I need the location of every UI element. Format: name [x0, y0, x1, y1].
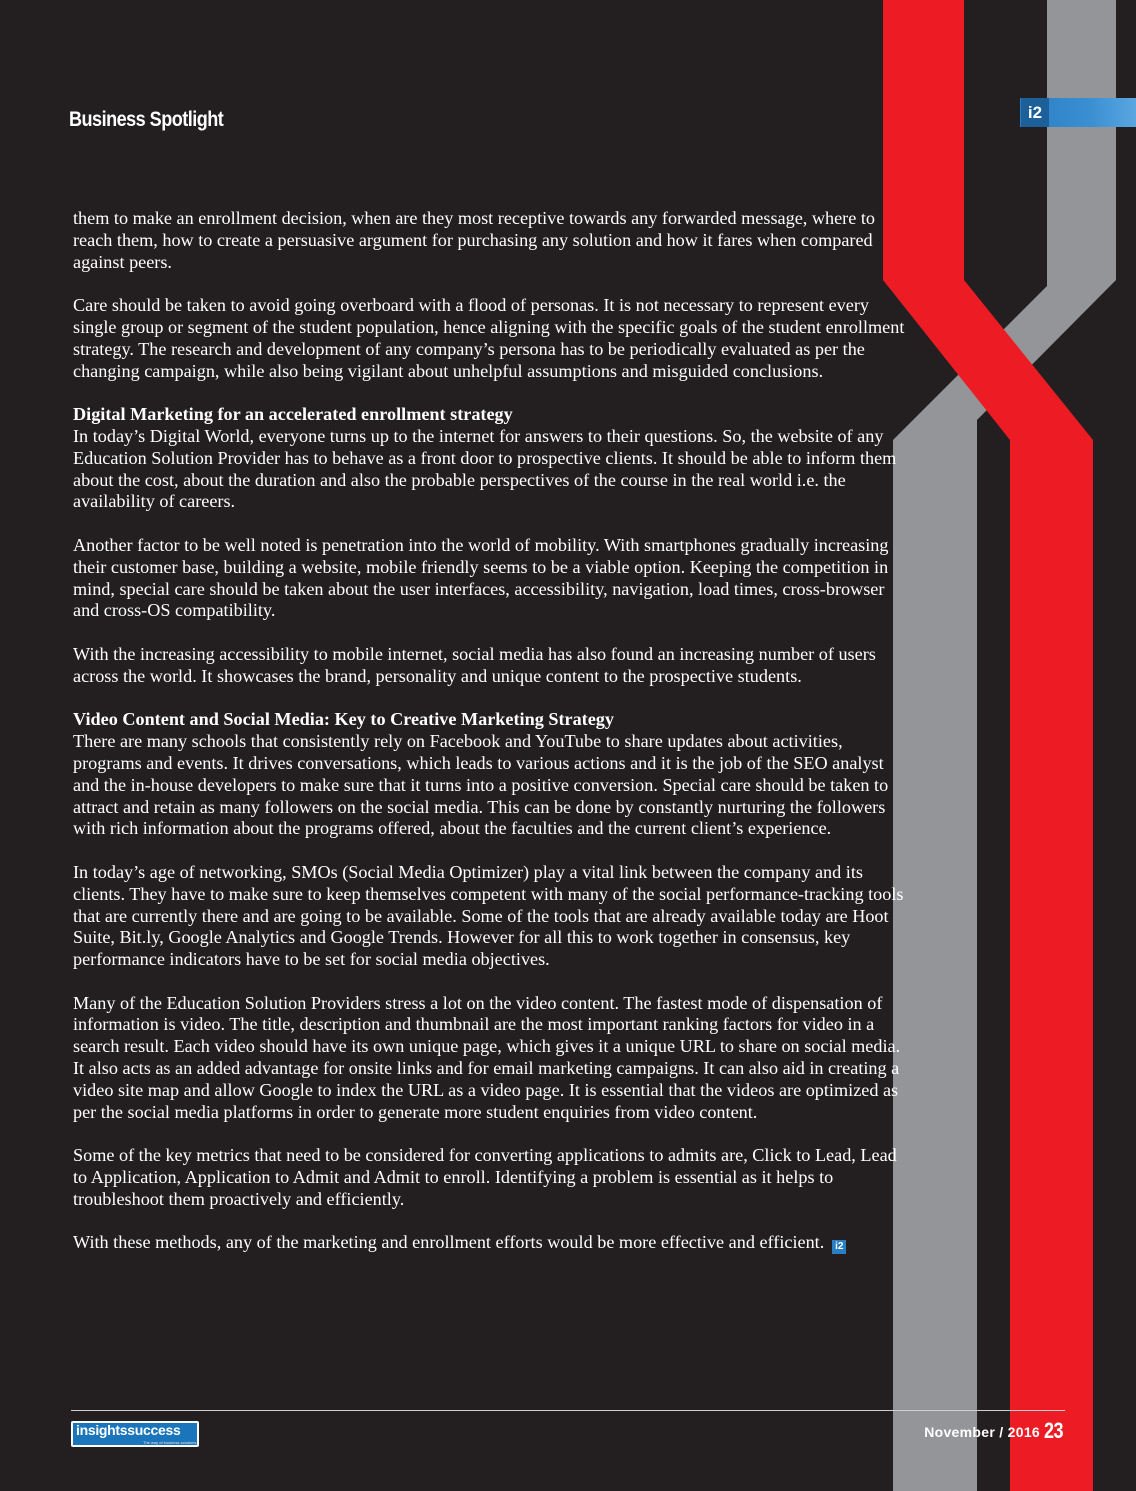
paragraph: Care should be taken to avoid going overboard with a flood of personas. It is not necessary to represent every single group or segment of the student population, hence aligning with the specific goals of the student enrollment strategy. The research and development of any company’s persona has to be periodically evaluated as per the changing campaign, while also being vigilant about unhelpful assumptions and misguided conclusions. [73, 295, 905, 381]
paragraph: Some of the key metrics that need to be considered for converting applications to admits are, Click to Lead, Lead to Application, Application to Admit and Admit to enroll. Identifying a problem is essential as it helps to troubleshoot them proactively and efficiently. [73, 1145, 897, 1209]
paragraph: There are many schools that consistently rely on Facebook and YouTube to share updates about activities, programs and events. It drives conversations, which leads to various actions and it is the job of the SEO analyst and the in-house developers to make sure that it turns into a positive conversion. Special care should be taken to attract and retain as many followers on the social media. This can be done by constantly nurturing the followers with rich information about the programs offered, about the faculties and the current client’s experience. [73, 731, 889, 839]
article-body [73, 208, 905, 1276]
paragraph: With the increasing accessibility to mobile internet, social media has also found an increasing number of users across the world. It showcases the brand, personality and unique content to the prospective students. [73, 643, 876, 686]
end-mark-icon: i2 [832, 1240, 846, 1254]
page-number: 23 [1044, 1418, 1064, 1443]
closing-text: With these methods, any of the marketing and enrollment efforts would be more effective and efficient. [73, 1232, 825, 1253]
i2-logo-icon: i2 [1021, 98, 1049, 127]
paragraph: In today’s age of networking, SMOs (Social Media Optimizer) play a vital link between the company and its clients. They have to make sure to keep themselves competent with many of the social performance-tracking tools that are currently there and are going to be available. Some of the tools that are already available today are Hoot Suite, Bit.ly, Google Analytics and Google Trends. However for all this to work together in consensus, key performance indicators have to be set for social media objectives. [73, 861, 904, 970]
paragraph: In today’s Digital World, everyone turns up to the internet for answers to their questions. So, the website of any Education Solution Provider has to behave as a front door to prospective clients. It should be able to inform them about the cost, about the duration and also the probable perspectives of the course in the real world i.e. the availability of careers. [73, 425, 897, 512]
section-heading-video-content: Video Content and Social Media: Key to Creative Marketing Strategy [73, 709, 614, 730]
brand-name: insightssuccess [73, 1423, 197, 1445]
paragraph: Many of the Education Solution Providers stress a lot on the video content. The fastest mode of dispensation of information is video. The title, description and thumbnail are the most important ranking factors for video in a search result. Each video should have its own unique page, which gives it a unique URL to share on social media. It also acts as an added advantage for onsite links and for email marketing campaigns. It can also aid in creating a video site map and allow Google to index the URL as a video page. It is essential that the videos are optimized as per the social media platforms in order to generate more student enquiries from video content. [73, 992, 901, 1122]
closing-paragraph [73, 1232, 905, 1254]
section-label: Business Spotlight [69, 108, 224, 131]
issue-date: November / 2016 [924, 1424, 1040, 1440]
brand-logo [71, 1421, 199, 1447]
paragraph: Another factor to be well noted is penetration into the world of mobility. With smartphones gradually increasing their customer base, building a website, mobile friendly seems to be a viable option. Keeping the competition in mind, special care should be taken about the user interfaces, accessibility, navigation, load times, cross-browser and cross-OS compatibility. [73, 534, 889, 621]
section-heading-digital-marketing: Digital Marketing for an accelerated enrollment strategy [73, 404, 513, 425]
footer-divider [71, 1410, 1065, 1411]
brand-tagline: The way of business solutions [143, 1440, 197, 1445]
paragraph: them to make an enrollment decision, when are they most receptive towards any forwarded message, where to reach them, how to create a persuasive argument for purchasing any solution and how it fares when compared against peers. [73, 208, 875, 272]
